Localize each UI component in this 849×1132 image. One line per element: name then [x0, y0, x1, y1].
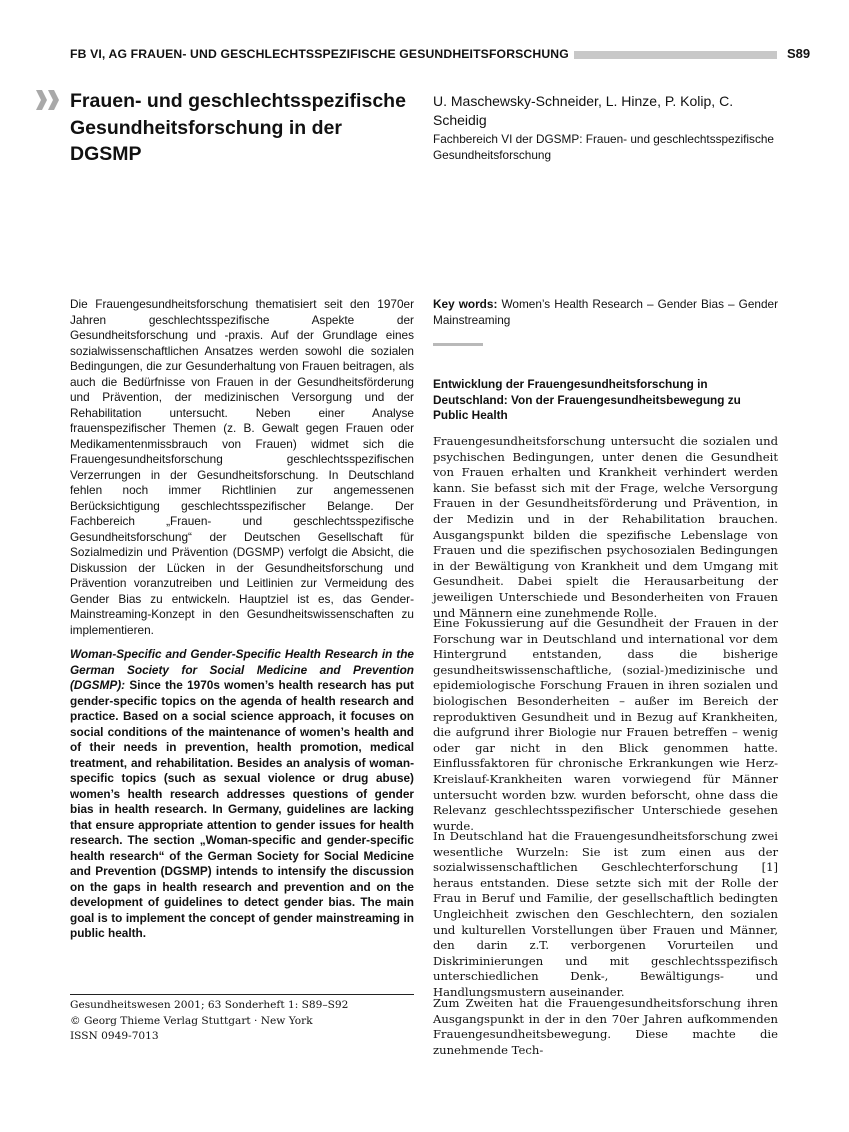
keywords-text: Women’s Health Research – Gender Bias – Gender Mainstreaming — [433, 297, 779, 327]
abstract-english-text: Since the 1970s women’s health research has put gender-specific topics on the agenda of health research and practice. Based on a social science approach, it focuses on social conditions of the maintenance of women’s health and of their needs in prevention, health promotion, medical treatment, and rehabilitation. Besides an analysis of woman-specific topics (such as sexual violence or drug abuse) women’s health research addresses questions of gender bias in health research. In Germany, guidelines are lacking that ensure appropriate attention to gender issues for health research. The section „Woman-specific and gender-specific health research“ of the German Society for Social Medicine and Prevention (DGSMP) intends to intensify the discussion on the gaps in health research and prevention and on the development of guidelines to detect gender bias. The main goal is to implement the concept of gender mainstreaming in public health. — [70, 678, 414, 940]
body-paragraph: Zum Zweiten hat die Frauengesundheitsforschung ihren Ausgangspunkt in der in den 70er Jahren aufkommenden Frauengesundheitsbewegung. Diese machte die zunehmende Tech- — [433, 996, 778, 1057]
section-heading: Entwicklung der Frauengesundheitsforschung in Deutschland: Von der Frauengesundheitsbewegung zu Public Health — [433, 377, 741, 422]
footer-divider — [70, 994, 414, 995]
abstract-english-lead: Woman-Specific and Gender-Specific Health Research in the German Society for Social Medicine and Prevention (DGSMP): — [70, 647, 414, 692]
running-header-section: FB VI, AG FRAUEN- UND GESCHLECHTSSPEZIFISCHE GESUNDHEITSFORSCHUNG — [70, 47, 569, 61]
keywords-label: Key words: — [433, 297, 498, 311]
double-chevron-icon — [36, 90, 60, 110]
abstract-german: Die Frauengesundheitsforschung thematisiert seit den 1970er Jahren geschlechtsspezifische Aspekte der Gesundheitsforschung und -praxis. Auf der Grundlage eines sozialwissenschaftlichen Ansatzes werden sowohl die sozialen Bedingungen, die zur Gesunderhaltung von Frauen beitragen, als auch die Bedürfnisse von Frauen in der Gesundheitsförderung und Prävention, der medizinischen Versorgung und der Rehabilitation untersucht. Neben einer Analyse frauenspezifischer Themen (z. B. Gewalt gegen Frauen oder Medikamentenmissbrauch von Frauen) widmet sich die Frauengesundheitsforschung geschlechtsspezifischen Verzerrungen in der Gesundheitsforschung. In Deutschland fehlen noch immer Richtlinien zur angemessenen Berücksichtigung geschlechtsspezifischer Belange. Der Fachbereich „Frauen- und geschlechtsspezifische Gesundheitsforschung“ der Deutschen Gesellschaft für Sozialmedizin und Prävention (DGSMP) verfolgt die Absicht, die Diskussion der Lücken in der Gesundheitsforschung und Prävention voranzutreiben und Leitlinien zur Vermeidung des Gender Bias zu entwickeln. Hauptziel ist es, das Gender-Mainstreaming-Konzept in den Gesundheitswissenschaften zu implementieren. — [70, 297, 414, 637]
body-paragraph: Eine Fokussierung auf die Gesundheit der Frauen in der Forschung war in Deutschland und international vor dem Hintergrund entstanden, dass die bisherige gesundheitswissenschaftliche, (sozial-)medizinische und epidemiologische Forschung Frauen in ihren sozialen und biologischen Besonderheiten – außer im Bereich der reproduktiven Gesundheit und in Bezug auf Krankheiten, die aufgrund ihrer Biologie nur Frauen betreffen – wenig oder gar nicht in den Blick genommen hatte. Einflussfaktoren für chronische Erkrankungen wie Herz-Kreislauf-Krankheiten waren vorwiegend für Männer untersucht worden bzw. wurden beforscht, ohne dass die Relevanz geschlechtsspezifischer Unterschiede gesehen wurde. — [433, 616, 778, 833]
author-affiliation: Fachbereich VI der DGSMP: Frauen- und geschlechtsspezifische Gesundheitsforschung — [433, 132, 774, 162]
page-number: S89 — [787, 46, 811, 61]
article-title: Frauen- und geschlechtsspezifische Gesundheitsforschung in der DGSMP — [70, 90, 406, 165]
article-authors: U. Maschewsky-Schneider, L. Hinze, P. Kolip, C. Scheidig — [433, 93, 734, 128]
keywords — [433, 297, 778, 328]
issn-line: ISSN 0949-7013 — [70, 1030, 159, 1042]
body-paragraph: Frauengesundheitsforschung untersucht die sozialen und psychischen Bedingungen, unter denen die Gesundheit von Frauen erhalten und Krankheit verhindert werden kann. Sie befasst sich mit der Frage, welche Versorgung Frauen in der Gesundheitsförderung und Prävention, in der Medizin und in der Rehabilitation brauchen. Ausgangspunkt bilden die spezifische Lebenslage von Frauen und die spezifischen psychosozialen Bedingungen in der Bewältigung von Krankheit und dem Umgang mit Gesundheit. Dabei spielt die Herausarbeitung der jeweiligen Unterschiede und Besonderheiten von Frauen und Männern eine zunehmende Rolle. — [433, 434, 778, 620]
keywords-divider — [433, 343, 483, 346]
journal-citation: Gesundheitswesen 2001; 63 Sonderheft 1: S89–S92 — [70, 999, 349, 1011]
citation-footer — [70, 998, 414, 1045]
publisher-line: © Georg Thieme Verlag Stuttgart · New York — [70, 1014, 313, 1027]
header-bar — [574, 51, 777, 59]
body-paragraph: In Deutschland hat die Frauengesundheitsforschung zwei wesentliche Wurzeln: Sie ist zum einen aus der sozialwissenschaftlichen Geschlechterforschung [1] heraus entstanden. Diese setzte sich mit der Rolle der Frau in Beruf und Familie, der gesellschaftlich bedingten Ungleichheit zwischen den Geschlechtern, den sozialen und kulturellen Vorstellungen über Frauen und Männer, den darin z.T. verborgenen Vorurteilen und Diskriminierungen und mit geschlechtsspezifisch unterschiedlichen Denk-, Bewältigungs- und Handlungsmustern auseinander. — [433, 829, 778, 999]
abstract-english — [70, 647, 414, 942]
